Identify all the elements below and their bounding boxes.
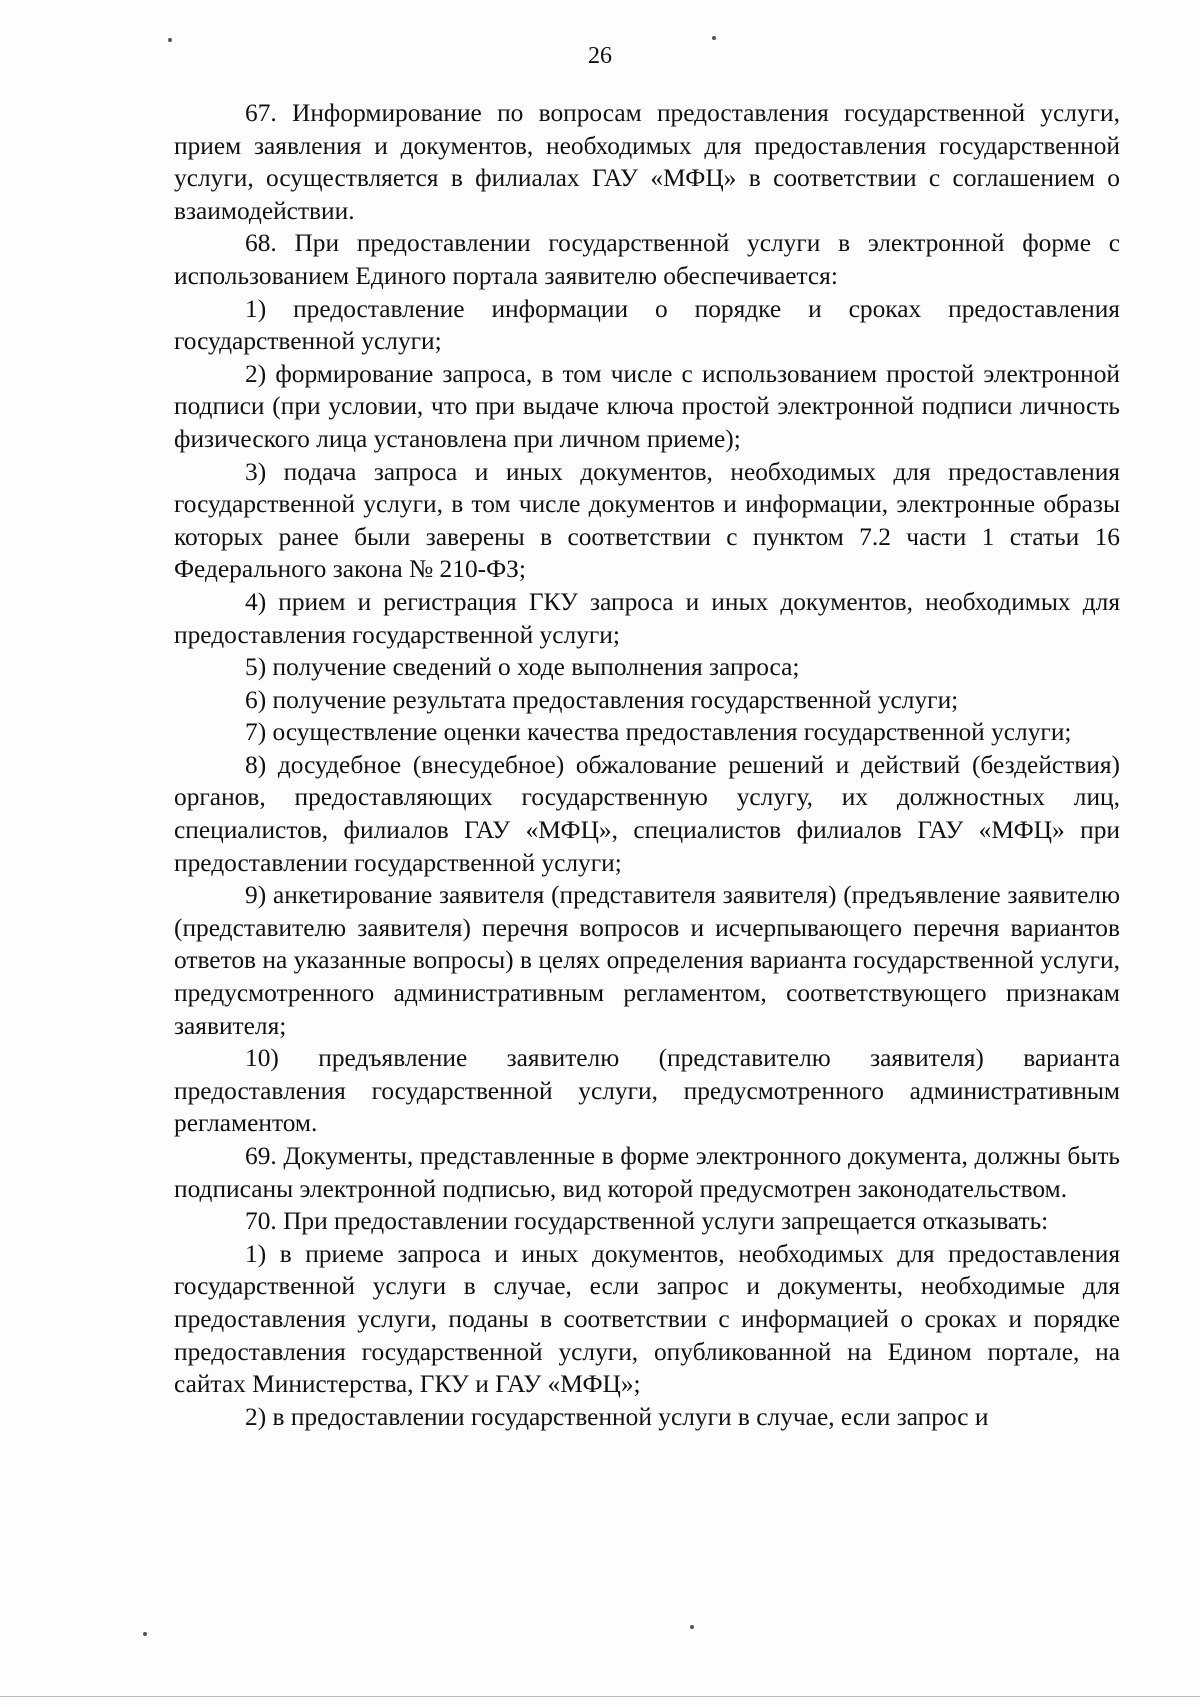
paragraph-68-item-4: 4) прием и регистрация ГКУ запроса и иных документов, необходимых для предоставления государственной услуги;	[174, 587, 1120, 649]
paragraph-68-item-5: 5) получение сведений о ходе выполнения запроса;	[245, 653, 800, 682]
paragraph-70-item-1: 1) в приеме запроса и иных документов, необходимых для предоставления государственной услуги в случае, если запрос и документы, необходимые для предоставления услуги, поданы в соответствии с информацией о сроках и порядке предоставления государственной услуги, опубликованной на Едином портале, на сайтах Министерства, ГКУ и ГАУ «МФЦ»;	[174, 1239, 1120, 1399]
paragraph-68-item-8: 8) досудебное (внесудебное) обжалование решений и действий (бездействия) органов, предоставляющих государственную услугу, их должностных лиц, специалистов, филиалов ГАУ «МФЦ», специалистов филиалов ГАУ «МФЦ» при предоставлении государственной услуги;	[174, 750, 1120, 877]
paragraph-69: 69. Документы, представленные в форме электронного документа, должны быть подписаны электронной подписью, вид которой предусмотрен законодательством.	[174, 1142, 1120, 1203]
paragraph-70-item-2: 2) в предоставлении государственной услуги в случае, если запрос и	[245, 1402, 989, 1431]
paragraph-68-item-1: 1) предоставление информации о порядке и сроках предоставления государственной услуги;	[174, 294, 1120, 356]
paragraph-68-item-7: 7) осуществление оценки качества предоставления государственной услуги;	[245, 718, 1072, 747]
scan-speck	[690, 1625, 694, 1629]
page-number: 26	[588, 43, 612, 69]
scan-edge-line	[0, 1696, 1200, 1697]
scan-speck	[143, 1632, 147, 1636]
scan-speck	[712, 36, 716, 40]
paragraph-68-item-3: 3) подача запроса и иных документов, необходимых для предоставления государственной услуги, в том числе документов и информации, электронные образы которых ранее были заверены в соответствии с пунктом 7.2 части 1 статьи 16 Федерального закона № 210-ФЗ;	[174, 457, 1120, 584]
paragraph-68-item-2: 2) формирование запроса, в том числе с использованием простой электронной подписи (при условии, что при выдаче ключа простой электронной подписи личность физического лица установлена при личном приеме);	[174, 359, 1120, 453]
paragraph-70: 70. При предоставлении государственной услуги запрещается отказывать:	[245, 1207, 1049, 1236]
paragraph-68: 68. При предоставлении государственной услуги в электронной форме с использованием Единого портала заявителю обеспечивается:	[174, 229, 1120, 290]
paragraph-68-item-9: 9) анкетирование заявителя (представителя заявителя) (предъявление заявителю (представителю заявителя) перечня вопросов и исчерпывающего перечня вариантов ответов на указанные вопросы) в целях определения варианта государственной услуги, предусмотренного административным регламентом, соответствующего признакам заявителя;	[174, 881, 1120, 1040]
paragraph-67: 67. Информирование по вопросам предоставления государственной услуги, прием заявления и документов, необходимых для предоставления государственной услуги, осуществляется в филиалах ГАУ «МФЦ» в соответствии с соглашением о взаимодействии.	[174, 99, 1120, 225]
paragraph-68-item-10: 10) предъявление заявителю (представителю заявителя) варианта предоставления государственной услуги, предусмотренного административным регламентом.	[174, 1044, 1120, 1138]
document-body	[174, 97, 1120, 1433]
paragraph-68-item-6: 6) получение результата предоставления государственной услуги;	[245, 685, 959, 714]
